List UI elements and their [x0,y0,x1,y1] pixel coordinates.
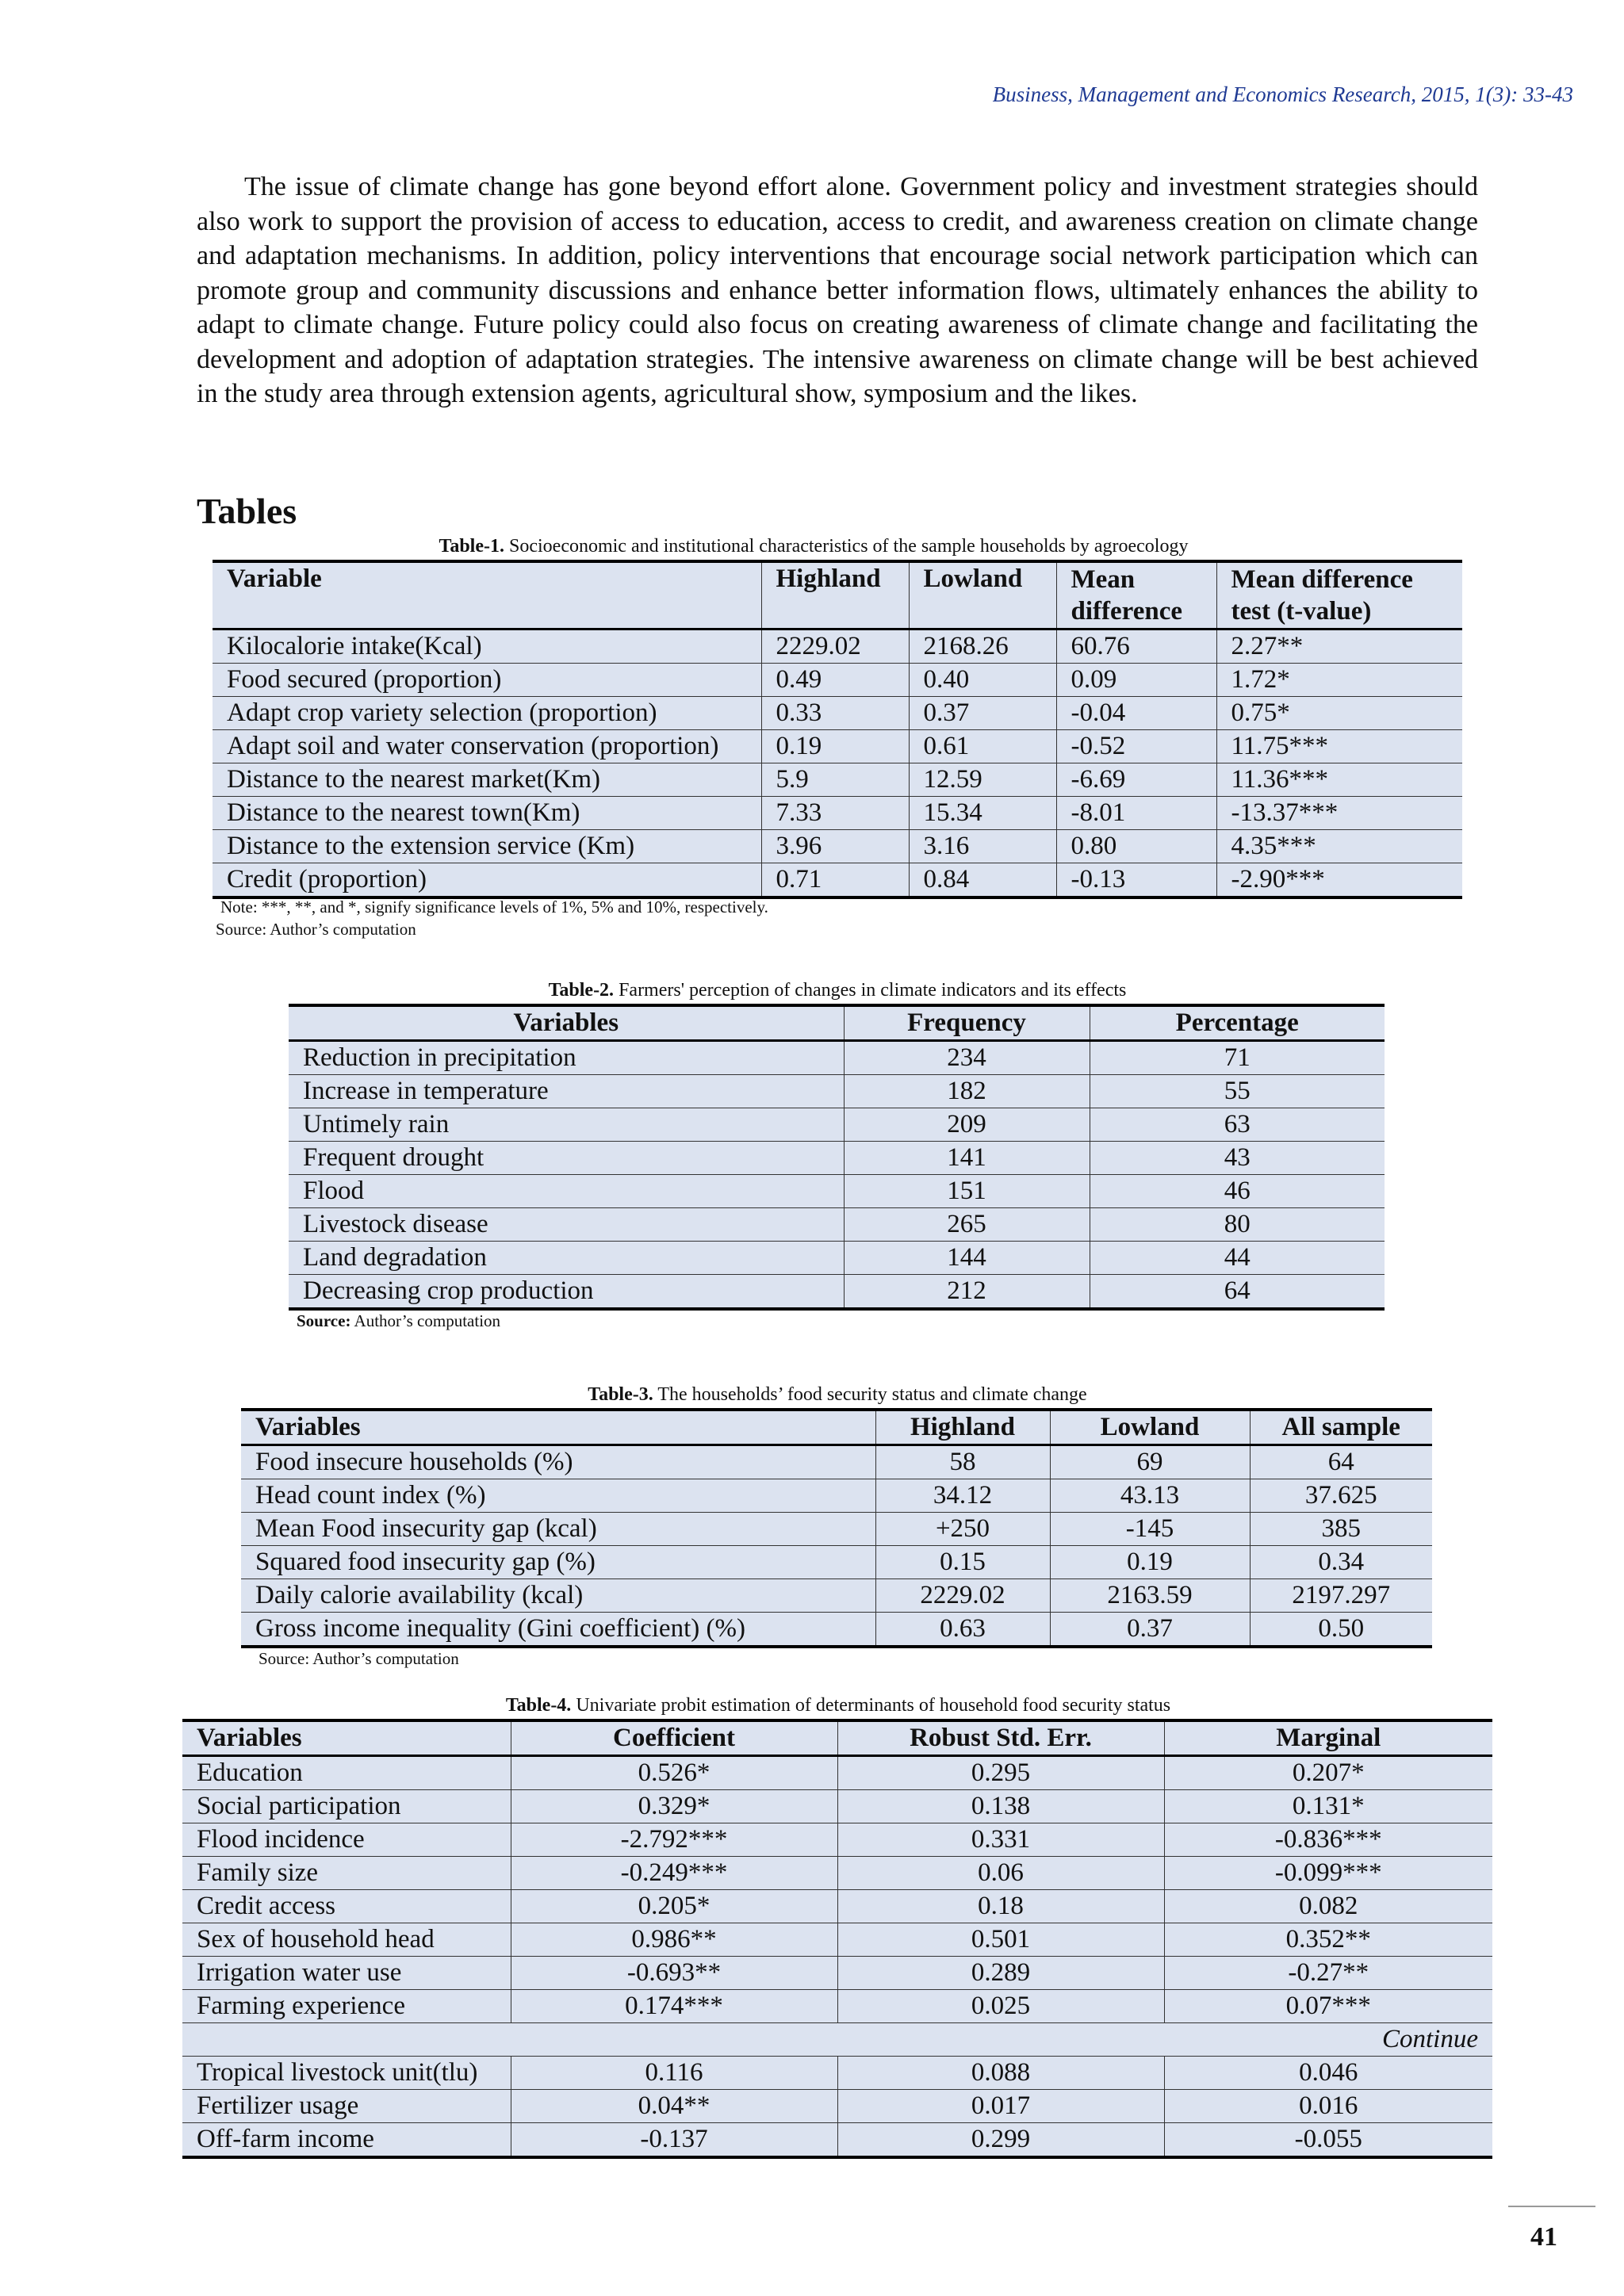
table1-cell: Distance to the nearest market(Km) [213,763,761,797]
table1-cell: 15.34 [909,797,1056,830]
table4-row [182,1957,1492,1990]
table1-cell: 0.80 [1056,830,1216,863]
table4-cell: Off-farm income [182,2123,511,2158]
table4-row [182,1756,1492,1790]
table3-cell: 0.15 [875,1546,1050,1579]
table3-cell: 34.12 [875,1479,1050,1513]
table4-continue-row [182,2023,1492,2057]
table1-header-lowland: Lowland [909,561,1056,629]
table4-header-robust-std-err: Robust Std. Err. [837,1720,1164,1756]
table4-cell: Irrigation water use [182,1957,511,1990]
table1-cell: 0.19 [761,730,909,763]
table3-header-highland: Highland [875,1410,1050,1445]
table4-row [182,1857,1492,1890]
table4-row [182,2123,1492,2158]
table1-cell: 0.84 [909,863,1056,898]
table4-header-coefficient: Coefficient [511,1720,837,1756]
table1-cell: Distance to the extension service (Km) [213,830,761,863]
table4-header-variables: Variables [182,1720,511,1756]
table1 [213,560,1462,899]
table3-cell: 0.37 [1050,1613,1250,1647]
table2-cell: 55 [1090,1075,1385,1108]
table2-cell: Untimely rain [289,1108,844,1142]
table4-header-marginal: Marginal [1164,1720,1492,1756]
table1-cell: 1.72* [1216,664,1462,697]
table2-cell: Flood [289,1175,844,1208]
table4-cell: Tropical livestock unit(tlu) [182,2057,511,2090]
table3-row [241,1479,1432,1513]
table3-cell: -145 [1050,1513,1250,1546]
table3-cell: 0.63 [875,1613,1050,1647]
table4-cell: Sex of household head [182,1923,511,1957]
table4-cell: Social participation [182,1790,511,1823]
table2-row [289,1142,1385,1175]
table2-cell: 80 [1090,1208,1385,1242]
table2-cell: 209 [844,1108,1090,1142]
table4 [182,1719,1492,2159]
table2-row [289,1208,1385,1242]
table4-header-row [182,1720,1492,1756]
table2-source-label: Source: [297,1311,351,1330]
table1-row [213,797,1462,830]
table1-cell: Credit (proportion) [213,863,761,898]
table2-cell: 212 [844,1275,1090,1310]
table1-row [213,629,1462,664]
table2-label: Table-2. [548,980,615,1001]
table1-cell: -0.04 [1056,697,1216,730]
table1-cell: 11.36*** [1216,763,1462,797]
table1-header-variable: Variable [213,561,761,629]
table2-cell: 141 [844,1142,1090,1175]
table1-cell: 3.96 [761,830,909,863]
table4-cell: -0.249*** [511,1857,837,1890]
table1-cell: -6.69 [1056,763,1216,797]
table4-cell: 0.329* [511,1790,837,1823]
table1-cell: 60.76 [1056,629,1216,664]
table4-row [182,1890,1492,1923]
table4-cell: 0.116 [511,2057,837,2090]
table2-cell: 46 [1090,1175,1385,1208]
table3-header-lowland: Lowland [1050,1410,1250,1445]
footer-divider [1508,2206,1595,2207]
table2-row [289,1108,1385,1142]
table2-cell: Livestock disease [289,1208,844,1242]
table3-cell: 58 [875,1445,1050,1479]
table4-cell: 0.088 [837,2057,1164,2090]
page-number: 41 [1530,2222,1557,2252]
table4-cell: -0.693** [511,1957,837,1990]
table2-cell: 63 [1090,1108,1385,1142]
table4-row [182,1790,1492,1823]
body-paragraph: The issue of climate change has gone beyond effort alone. Government policy and investment strategies should also work to support the provision of access to education, access to credit, and awareness creation on climate change and adaptation mechanisms. In addition, policy interventions that encourage social network participation which can promote group and community discussions and enhance better information flows, ultimately enhances the ability to adapt to climate change. Future policy could also focus on creating awareness of climate change and facilitating the development and adoption of adaptation strategies. The intensive awareness on climate change will be best achieved in the study area through extension agents, agricultural show, symposium and the likes. [197,172,1478,408]
table4-cell: Education [182,1756,511,1790]
table1-cell: Kilocalorie intake(Kcal) [213,629,761,664]
table3-cell: 69 [1050,1445,1250,1479]
table2-cell: 144 [844,1242,1090,1275]
table1-cell: Adapt crop variety selection (proportion) [213,697,761,730]
table3-row [241,1613,1432,1647]
table2-cell: Reduction in precipitation [289,1041,844,1075]
table1-header-mean-difference: Mean difference [1056,561,1216,629]
table4-row [182,2090,1492,2123]
table3-source: Source: Author’s computation [259,1649,459,1668]
table2-cell: Frequent drought [289,1142,844,1175]
table2-header-percentage: Percentage [1090,1005,1385,1041]
table1-row [213,664,1462,697]
table1-row [213,763,1462,797]
table3-cell: 2163.59 [1050,1579,1250,1613]
table4-cell: 0.082 [1164,1890,1492,1923]
table4-cell: 0.299 [837,2123,1164,2158]
table4-cell: Credit access [182,1890,511,1923]
table1-source: Source: Author’s computation [216,920,416,939]
table1-cell: -8.01 [1056,797,1216,830]
table1-cell: 0.40 [909,664,1056,697]
table1-cell: 5.9 [761,763,909,797]
table4-cell: 0.352** [1164,1923,1492,1957]
table3-cell: 2197.297 [1250,1579,1432,1613]
table3-cell: Squared food insecurity gap (%) [241,1546,875,1579]
table4-cell: Flood incidence [182,1823,511,1857]
table2-cell: 43 [1090,1142,1385,1175]
table1-cell: 0.71 [761,863,909,898]
table2-row [289,1175,1385,1208]
table1-cell: 4.35*** [1216,830,1462,863]
journal-header: Business, Management and Economics Research, 2015, 1(3): 33-43 [992,82,1573,106]
table4-row [182,1923,1492,1957]
table4-cell: 0.501 [837,1923,1164,1957]
table4-cell: -0.099*** [1164,1857,1492,1890]
table1-cell: -0.52 [1056,730,1216,763]
table1-cell: Distance to the nearest town(Km) [213,797,761,830]
table1-row [213,730,1462,763]
table1-cell: 0.33 [761,697,909,730]
table3-cell: 43.13 [1050,1479,1250,1513]
table1-cell: -2.90*** [1216,863,1462,898]
table4-cell: 0.207* [1164,1756,1492,1790]
table2-row [289,1242,1385,1275]
table2-row [289,1041,1385,1075]
table3-cell: 0.19 [1050,1546,1250,1579]
table4-cell: 0.295 [837,1756,1164,1790]
table3-cell: +250 [875,1513,1050,1546]
table1-cell: 11.75*** [1216,730,1462,763]
table1-label: Table-1. [439,536,504,557]
table4-row [182,1823,1492,1857]
table4-cell: 0.526* [511,1756,837,1790]
table3-header-variables: Variables [241,1410,875,1445]
table3-row [241,1445,1432,1479]
table4-row [182,2057,1492,2090]
table2-caption-text: Farmers' perception of changes in climate indicators and its effects [614,980,1127,1001]
table4-cell: 0.986** [511,1923,837,1957]
table1-cell: Adapt soil and water conservation (proportion) [213,730,761,763]
table4-cell: 0.331 [837,1823,1164,1857]
table1-caption [214,536,1413,557]
table4-cell: 0.07*** [1164,1990,1492,2023]
table2-source [297,1311,500,1331]
table2-header-frequency: Frequency [844,1005,1090,1041]
table4-cell: 0.289 [837,1957,1164,1990]
table4-row [182,1990,1492,2023]
table3-cell: Food insecure households (%) [241,1445,875,1479]
table2-cell: 234 [844,1041,1090,1075]
table4-cell: 0.017 [837,2090,1164,2123]
table1-header-highland: Highland [761,561,909,629]
table1-cell: -13.37*** [1216,797,1462,830]
table2-cell: Land degradation [289,1242,844,1275]
table3-cell: 2229.02 [875,1579,1050,1613]
table1-header-row [213,561,1462,629]
table3-cell: 0.34 [1250,1546,1432,1579]
table4-caption-text: Univariate probit estimation of determinants of household food security status [571,1695,1171,1716]
table4-cell: 0.06 [837,1857,1164,1890]
table4-cell: 0.016 [1164,2090,1492,2123]
table1-cell: Food secured (proportion) [213,664,761,697]
table2-caption [290,980,1385,1001]
table3-cell: Gross income inequality (Gini coefficient) (%) [241,1613,875,1647]
table1-cell: 0.49 [761,664,909,697]
table4-continue: Continue [182,2023,1492,2057]
table1-row [213,863,1462,898]
table4-cell: 0.131* [1164,1790,1492,1823]
table2-source-text: Author’s computation [350,1311,501,1330]
table3-header-all-sample: All sample [1250,1410,1432,1445]
table3-cell: 385 [1250,1513,1432,1546]
table2-cell: 44 [1090,1242,1385,1275]
table2-cell: Decreasing crop production [289,1275,844,1310]
table3-caption [243,1384,1432,1406]
table4-caption [184,1695,1492,1716]
table3-header-row [241,1410,1432,1445]
table2-row [289,1275,1385,1310]
table4-cell: Family size [182,1857,511,1890]
table1-cell: 7.33 [761,797,909,830]
table3-cell: Head count index (%) [241,1479,875,1513]
table1-cell: 0.75* [1216,697,1462,730]
table2 [289,1004,1385,1311]
table3-row [241,1513,1432,1546]
table3-row [241,1546,1432,1579]
table1-cell: 2168.26 [909,629,1056,664]
table2-header-row [289,1005,1385,1041]
table3-cell: 37.625 [1250,1479,1432,1513]
table2-row [289,1075,1385,1108]
table4-cell: 0.205* [511,1890,837,1923]
table1-cell: 0.09 [1056,664,1216,697]
table1-header-t-value: Mean difference test (t-value) [1216,561,1462,629]
table2-cell: Increase in temperature [289,1075,844,1108]
table3-cell: Mean Food insecurity gap (kcal) [241,1513,875,1546]
table4-cell: 0.174*** [511,1990,837,2023]
table4-label: Table-4. [505,1695,572,1716]
table3-row [241,1579,1432,1613]
table4-cell: Farming experience [182,1990,511,2023]
table4-cell: -0.836*** [1164,1823,1492,1857]
table4-cell: -2.792*** [511,1823,837,1857]
table1-note: Note: ***, **, and *, signify significance levels of 1%, 5% and 10%, respectively. [220,897,768,916]
table2-header-variables: Variables [289,1005,844,1041]
table3 [241,1408,1432,1648]
table1-row [213,830,1462,863]
table4-cell: 0.046 [1164,2057,1492,2090]
table1-cell: 0.61 [909,730,1056,763]
table1-row [213,697,1462,730]
table4-cell: -0.137 [511,2123,837,2158]
table1-cell: 12.59 [909,763,1056,797]
table4-cell: Fertilizer usage [182,2090,511,2123]
table2-cell: 265 [844,1208,1090,1242]
table4-cell: -0.27** [1164,1957,1492,1990]
table2-cell: 64 [1090,1275,1385,1310]
table3-cell: 64 [1250,1445,1432,1479]
table4-cell: -0.055 [1164,2123,1492,2158]
table4-cell: 0.18 [837,1890,1164,1923]
table3-caption-text: The households’ food security status and climate change [653,1384,1087,1405]
table1-cell: 3.16 [909,830,1056,863]
table3-cell: 0.50 [1250,1613,1432,1647]
table2-cell: 182 [844,1075,1090,1108]
table2-cell: 71 [1090,1041,1385,1075]
table2-cell: 151 [844,1175,1090,1208]
table4-cell: 0.04** [511,2090,837,2123]
table1-cell: 0.37 [909,697,1056,730]
table1-caption-text: Socioeconomic and institutional characteristics of the sample households by agroecology [504,536,1189,557]
section-title: Tables [197,491,297,531]
table4-cell: 0.025 [837,1990,1164,2023]
table4-cell: 0.138 [837,1790,1164,1823]
table3-cell: Daily calorie availability (kcal) [241,1579,875,1613]
table1-cell: -0.13 [1056,863,1216,898]
table3-label: Table-3. [588,1384,653,1405]
table1-cell: 2229.02 [761,629,909,664]
table1-cell: 2.27** [1216,629,1462,664]
